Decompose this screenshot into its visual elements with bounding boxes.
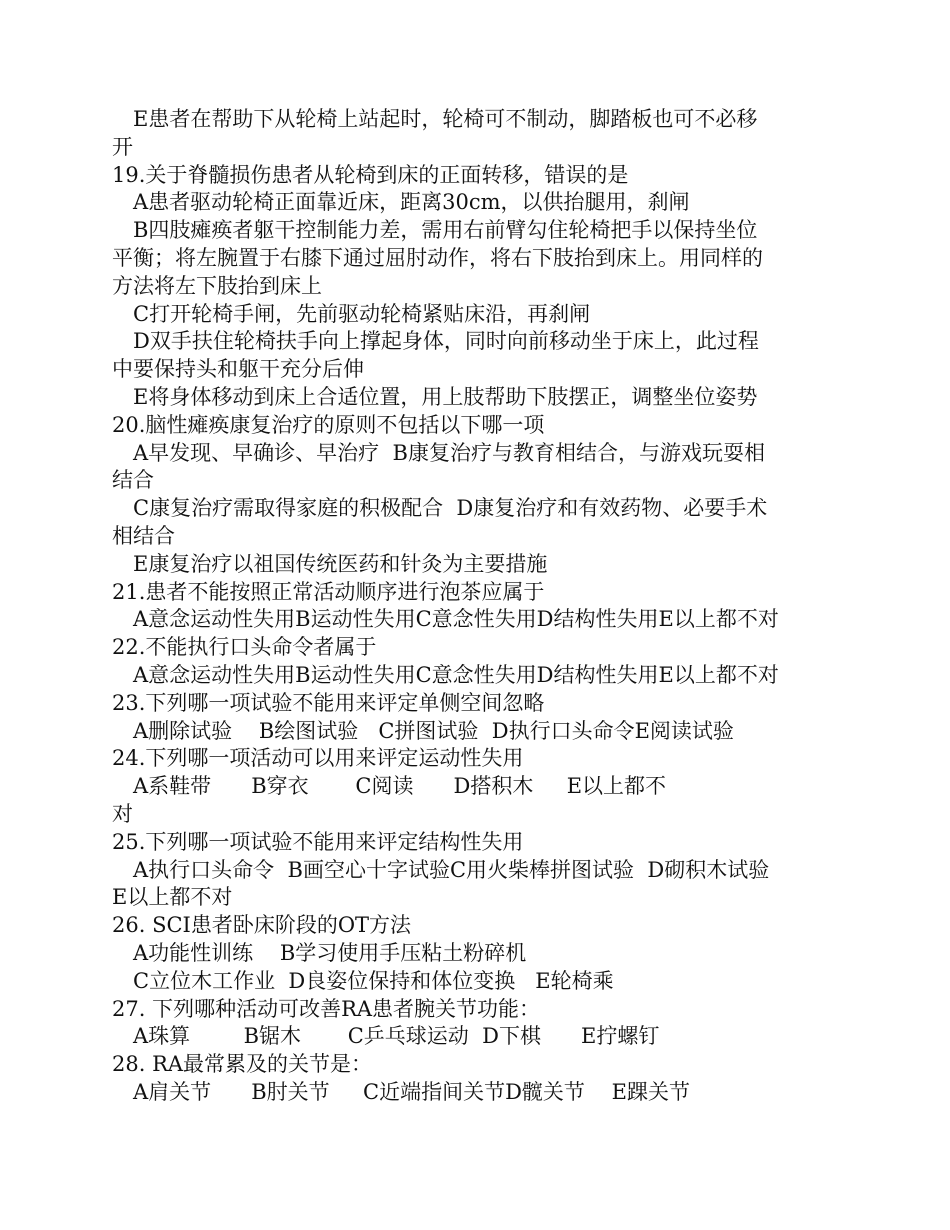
option-line: A系鞋带 B穿衣 C阅读 D搭积木 E以上都不 [133,774,667,799]
option-line: C康复治疗需取得家庭的积极配合 D康复治疗和有效药物、必要手术 [133,496,768,521]
question-22: 22.不能执行口头命令者属于 [112,635,377,660]
text-line: 对 [112,801,133,826]
option-line: B四肢瘫痪者躯干控制能力差，需用右前臂勾住轮椅把手以保持坐位 [133,218,758,243]
option-line: A肩关节 B肘关节 C近端指间关节D髋关节 E踝关节 [133,1079,690,1104]
question-23: 23.下列哪一项试验不能用来评定单侧空间忽略 [112,690,545,715]
option-line: A功能性训练 B学习使用手压粘土粉碎机 [133,940,527,965]
text-line: 结合 [112,468,154,493]
option-line: A意念运动性失用B运动性失用C意念性失用D结构性失用E以上都不对 [133,607,779,632]
text-line: E以上都不对 [112,885,233,910]
question-26: 26. SCI患者卧床阶段的OT方法 [112,913,412,938]
question-25: 25.下列哪一项试验不能用来评定结构性失用 [112,829,524,854]
question-21: 21.患者不能按照正常活动顺序进行泡茶应属于 [112,579,545,604]
text-line: 方法将左下肢抬到床上 [112,273,322,298]
option-line: A意念运动性失用B运动性失用C意念性失用D结构性失用E以上都不对 [133,662,779,687]
option-line: A早发现、早确诊、早治疗 B康复治疗与教育相结合，与游戏玩耍相 [133,440,765,465]
option-line: A执行口头命令 B画空心十字试验C用火柴棒拼图试验 D砌积木试验 [133,857,770,882]
option-line: D双手扶住轮椅扶手向上撑起身体，同时向前移动坐于床上，此过程 [133,329,759,354]
option-line: A患者驱动轮椅正面靠近床，距离30cm，以供抬腿用，刹闸 [133,190,690,215]
question-19: 19.关于脊髓损伤患者从轮椅到床的正面转移，错误的是 [112,162,629,187]
text-line: 相结合 [112,523,175,548]
option-line: A珠算 B锯木 C乒乓球运动 D下棋 E拧螺钉 [133,1024,660,1049]
text-line: 平衡；将左腕置于右膝下通过屈肘动作，将右下肢抬到床上。用同样的 [112,245,763,270]
option-line: E将身体移动到床上合适位置，用上肢帮助下肢摆正，调整坐位姿势 [133,384,758,409]
option-line: A删除试验 B绘图试验 C拼图试验 D执行口头命令E阅读试验 [133,718,734,743]
question-20: 20.脑性瘫痪康复治疗的原则不包括以下哪一项 [112,412,545,437]
question-24: 24.下列哪一项活动可以用来评定运动性失用 [112,746,524,771]
text-line: 中要保持头和躯干充分后伸 [112,357,364,382]
text-line: E患者在帮助下从轮椅上站起时，轮椅可不制动，脚踏板也可不必移 [133,107,758,131]
option-line: C立位木工作业 D良姿位保持和体位变换 E轮椅乘 [133,968,614,993]
text-line: 开 [112,134,133,159]
question-27: 27. 下列哪种活动可改善RA患者腕关节功能： [112,996,541,1021]
question-28: 28. RA最常累及的关节是： [112,1052,373,1077]
option-line: C打开轮椅手闸，先前驱动轮椅紧贴床沿，再刹闸 [133,301,591,326]
option-line: E康复治疗以祖国传统医药和针灸为主要措施 [133,551,548,576]
document-page [112,106,842,1107]
